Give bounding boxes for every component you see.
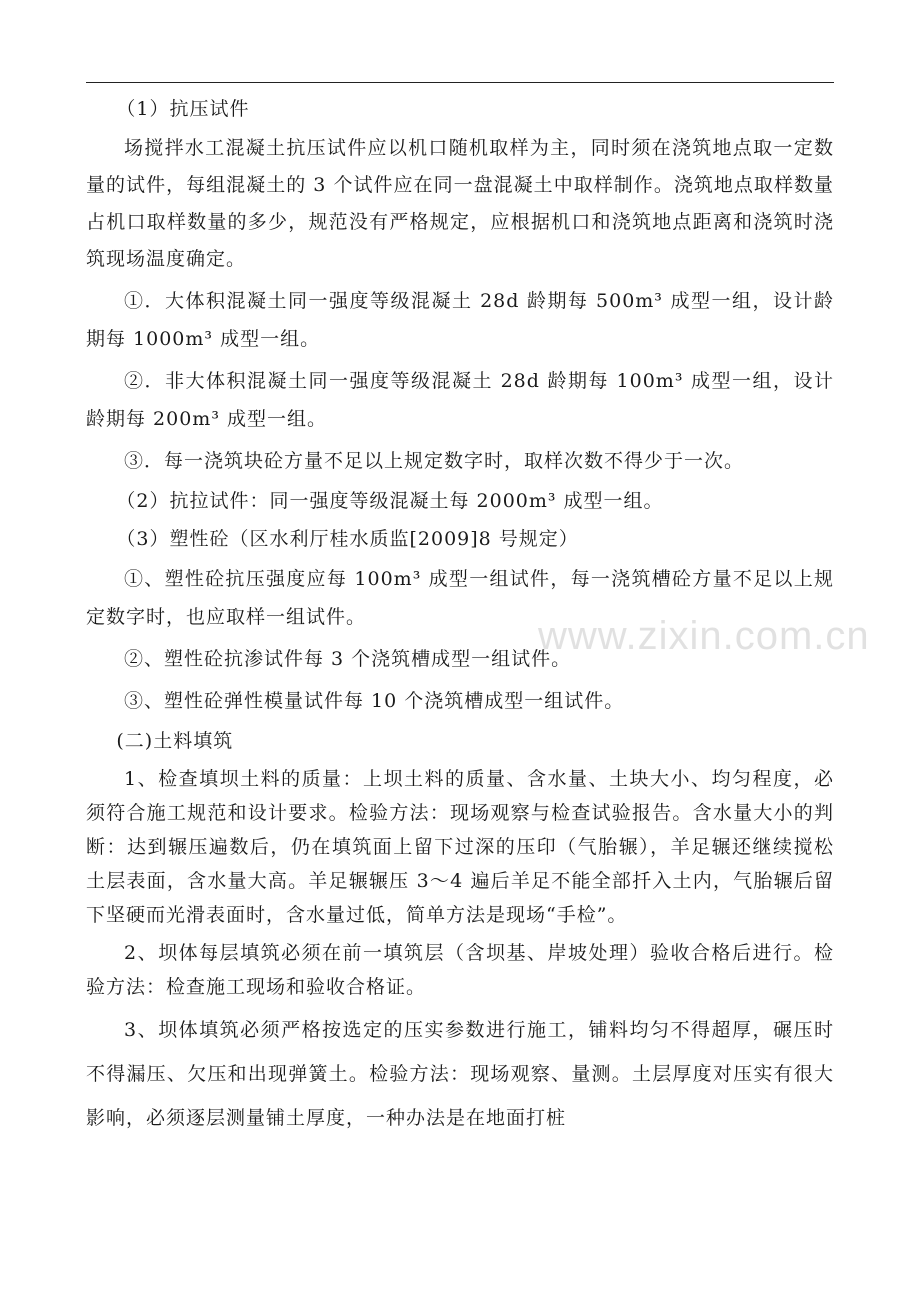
- paragraph-layer-acceptance: 2、坝体每层填筑必须在前一填筑层（含坝基、岸坡处理）验收合格后进行。检验方法：检查施工现场和验收合格证。: [86, 942, 834, 998]
- heading-tensile-specimens: （2）抗拉试件：同一强度等级混凝土每 2000m³ 成型一组。: [116, 490, 664, 512]
- list-item-plastic-impermeability: ②、塑性砼抗渗试件每 3 个浇筑槽成型一组试件。: [124, 648, 572, 670]
- heading-plastic-concrete: （3）塑性砼（区水利厅桂水质监[2009]8 号规定）: [116, 528, 579, 550]
- header-rule: [86, 82, 834, 83]
- watermark: www.zixin.com.cn: [538, 614, 870, 658]
- paragraph-compaction-parameters: 3、坝体填筑必须严格按选定的压实参数进行施工，铺料均匀不得超厚，碾压时不得漏压、欠压和出现弹簧土。检验方法：现场观察、量测。土层厚度对压实有很大影响，必须逐层测量铺土厚度，一种办法是在地面打桩: [86, 1019, 834, 1129]
- heading-compressive-specimens: （1）抗压试件: [116, 98, 250, 120]
- paragraph-fill-quality: 1、检查填坝土料的质量：上坝土料的质量、含水量、土块大小、均匀程度，必须符合施工规范和设计要求。检验方法：现场观察与检查试验报告。含水量大小的判断：达到辗压遍数后，仍在填筑面上留下过深的压印（气胎辗），羊足辗还继续搅松土层表面，含水量大高。羊足辗辗压 3～4 遍后羊足不能全部扦入土内，气胎辗后留下坚硬而光滑表面时，含水量过低，简单方法是现场“手检”。: [86, 768, 834, 926]
- list-item-minimum-sampling: ③．每一浇筑块砼方量不足以上规定数字时，取样次数不得少于一次。: [124, 450, 745, 472]
- heading-earth-fill: (二)土料填筑: [116, 730, 234, 752]
- list-item-mass-concrete: ①．大体积混凝土同一强度等级混凝土 28d 龄期每 500m³ 成型一组，设计龄期每 1000m³ 成型一组。: [86, 290, 834, 350]
- paragraph-sampling-rules: 场搅拌水工混凝土抗压试件应以机口随机取样为主，同时须在浇筑地点取一定数量的试件，每组混凝土的 3 个试件应在同一盘混凝土中取样制作。浇筑地点取样数量占机口取样数量的多少，规范没有严格规定，应根据机口和浇筑地点距离和浇筑时浇筑现场温度确定。: [86, 137, 834, 270]
- list-item-non-mass-concrete: ②．非大体积混凝土同一强度等级混凝土 28d 龄期每 100m³ 成型一组，设计龄期每 200m³ 成型一组。: [86, 370, 834, 430]
- list-item-plastic-elastic-modulus: ③、塑性砼弹性模量试件每 10 个浇筑槽成型一组试件。: [124, 690, 625, 712]
- list-item-plastic-compressive: ①、塑性砼抗压强度应每 100m³ 成型一组试件，每一浇筑槽砼方量不足以上规定数字时，也应取样一组试件。: [86, 568, 834, 628]
